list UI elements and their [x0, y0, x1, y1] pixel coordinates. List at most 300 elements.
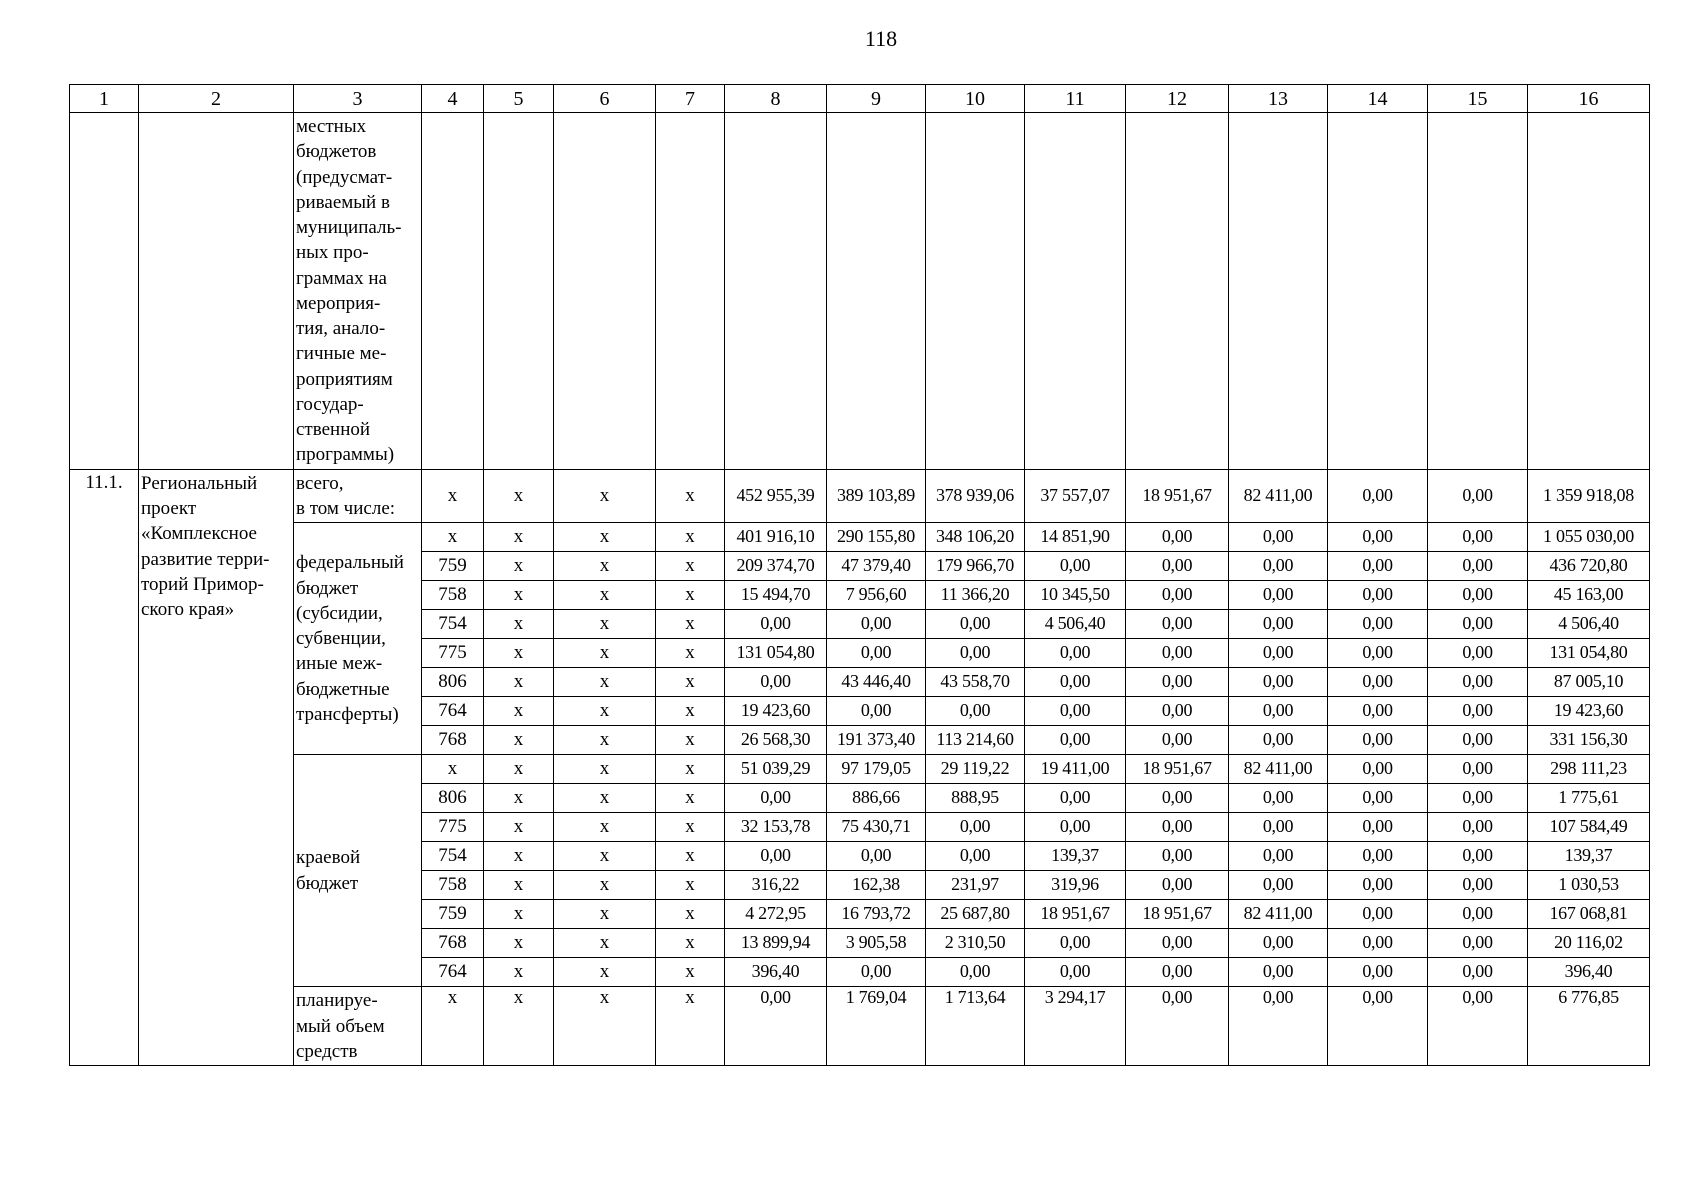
- data-cell: 0,00: [1328, 871, 1428, 900]
- header-cell: 10: [926, 85, 1025, 113]
- data-cell: 396,40: [725, 958, 827, 987]
- data-cell: 0,00: [1428, 610, 1528, 639]
- regional-label: [294, 755, 422, 987]
- label-line: ственной: [296, 419, 371, 441]
- data-cell: x: [656, 784, 725, 813]
- data-cell: 0,00: [1229, 726, 1328, 755]
- header-cell: 9: [827, 85, 926, 113]
- data-cell: x: [656, 871, 725, 900]
- data-cell: x: [484, 842, 554, 871]
- data-cell: 0,00: [1328, 726, 1428, 755]
- data-cell: 0,00: [725, 987, 827, 1066]
- data-cell: 97 179,05: [827, 755, 926, 784]
- data-cell: 0,00: [1328, 813, 1428, 842]
- empty-cell: [139, 113, 294, 470]
- label-line: проект: [141, 497, 197, 519]
- data-cell: 1 359 918,08: [1528, 469, 1650, 523]
- planned-row: [70, 987, 1650, 1066]
- data-cell: x: [484, 668, 554, 697]
- data-cell: 319,96: [1025, 871, 1126, 900]
- data-cell: 0,00: [1328, 668, 1428, 697]
- data-cell: 0,00: [1025, 784, 1126, 813]
- data-cell: 18 951,67: [1126, 469, 1229, 523]
- data-cell: 0,00: [1328, 958, 1428, 987]
- label-line: краевой: [296, 847, 361, 869]
- empty-cell: [1025, 113, 1126, 470]
- federal-row: [70, 523, 1650, 552]
- data-cell: 18 951,67: [1126, 755, 1229, 784]
- data-cell: 0,00: [1428, 726, 1528, 755]
- data-cell: 0,00: [1328, 697, 1428, 726]
- data-cell: 25 687,80: [926, 900, 1025, 929]
- data-cell: 0,00: [1126, 639, 1229, 668]
- empty-cell: [1528, 113, 1650, 470]
- data-cell: x: [484, 784, 554, 813]
- data-cell: x: [656, 552, 725, 581]
- data-cell: x: [656, 842, 725, 871]
- data-cell: 32 153,78: [725, 813, 827, 842]
- header-cell: 8: [725, 85, 827, 113]
- project-name: [139, 469, 294, 1065]
- data-cell: 331 156,30: [1528, 726, 1650, 755]
- data-cell: x: [656, 581, 725, 610]
- data-cell: 82 411,00: [1229, 900, 1328, 929]
- data-cell: x: [656, 697, 725, 726]
- empty-cell: [422, 113, 484, 470]
- data-cell: 764: [422, 697, 484, 726]
- data-cell: 15 494,70: [725, 581, 827, 610]
- data-cell: 806: [422, 668, 484, 697]
- data-cell: x: [656, 639, 725, 668]
- data-cell: 0,00: [1428, 697, 1528, 726]
- data-cell: x: [554, 726, 656, 755]
- data-cell: 19 423,60: [725, 697, 827, 726]
- data-cell: 0,00: [1126, 842, 1229, 871]
- data-cell: 0,00: [1126, 668, 1229, 697]
- data-cell: 0,00: [1428, 469, 1528, 523]
- data-cell: 298 111,23: [1528, 755, 1650, 784]
- data-cell: 0,00: [926, 842, 1025, 871]
- data-cell: 113 214,60: [926, 726, 1025, 755]
- data-cell: 10 345,50: [1025, 581, 1126, 610]
- data-cell: x: [554, 552, 656, 581]
- empty-cell: [70, 113, 139, 470]
- data-cell: 139,37: [1025, 842, 1126, 871]
- data-cell: x: [484, 958, 554, 987]
- data-cell: 759: [422, 552, 484, 581]
- data-cell: x: [554, 469, 656, 523]
- label-line: мероприя-: [296, 292, 381, 314]
- data-cell: 0,00: [1328, 987, 1428, 1066]
- data-cell: 0,00: [1428, 784, 1528, 813]
- data-cell: 51 039,29: [725, 755, 827, 784]
- data-cell: 20 116,02: [1528, 929, 1650, 958]
- data-cell: 19 411,00: [1025, 755, 1126, 784]
- data-cell: x: [484, 610, 554, 639]
- data-cell: 82 411,00: [1229, 755, 1328, 784]
- label-line: бюджетные: [296, 678, 390, 700]
- label-line: ского края»: [141, 599, 235, 621]
- data-cell: 16 793,72: [827, 900, 926, 929]
- data-cell: 26 568,30: [725, 726, 827, 755]
- data-cell: 4 506,40: [1025, 610, 1126, 639]
- data-cell: x: [554, 958, 656, 987]
- data-cell: 290 155,80: [827, 523, 926, 552]
- data-cell: x: [484, 469, 554, 523]
- data-cell: 18 951,67: [1126, 900, 1229, 929]
- page-number: 118: [864, 26, 898, 51]
- data-cell: 0,00: [1229, 523, 1328, 552]
- data-cell: 0,00: [1328, 581, 1428, 610]
- data-cell: 45 163,00: [1528, 581, 1650, 610]
- header-cell: 15: [1428, 85, 1528, 113]
- empty-cell: [1126, 113, 1229, 470]
- data-cell: x: [484, 552, 554, 581]
- label-line: федеральный: [296, 552, 404, 574]
- data-cell: 0,00: [1229, 552, 1328, 581]
- header-cell: 1: [70, 85, 139, 113]
- label-line: риваемый в: [296, 191, 390, 213]
- data-cell: x: [554, 813, 656, 842]
- data-cell: 0,00: [1229, 929, 1328, 958]
- data-cell: 0,00: [827, 610, 926, 639]
- data-cell: x: [656, 987, 725, 1066]
- data-cell: 0,00: [1126, 697, 1229, 726]
- data-cell: 18 951,67: [1025, 900, 1126, 929]
- data-cell: x: [554, 668, 656, 697]
- data-cell: 0,00: [1328, 639, 1428, 668]
- data-cell: 0,00: [725, 784, 827, 813]
- data-cell: 0,00: [1229, 581, 1328, 610]
- data-cell: 0,00: [725, 610, 827, 639]
- header-cell: 2: [139, 85, 294, 113]
- label-line: развитие терри-: [141, 548, 270, 570]
- data-cell: 14 851,90: [1025, 523, 1126, 552]
- data-cell: 75 430,71: [827, 813, 926, 842]
- data-cell: 0,00: [1126, 726, 1229, 755]
- data-cell: 452 955,39: [725, 469, 827, 523]
- label-line: бюджетов: [296, 141, 377, 163]
- data-cell: 0,00: [1328, 900, 1428, 929]
- total-label: [294, 469, 422, 523]
- data-cell: 0,00: [1229, 668, 1328, 697]
- data-cell: x: [656, 469, 725, 523]
- continuation-row: [70, 113, 1650, 470]
- data-cell: 1 769,04: [827, 987, 926, 1066]
- data-cell: 0,00: [926, 610, 1025, 639]
- label-line: (субсидии,: [296, 602, 383, 624]
- data-cell: x: [554, 784, 656, 813]
- label-line: мый объем: [296, 1015, 385, 1037]
- header-cell: 3: [294, 85, 422, 113]
- data-cell: 0,00: [827, 958, 926, 987]
- data-cell: 758: [422, 871, 484, 900]
- data-cell: x: [554, 755, 656, 784]
- header-cell: 7: [656, 85, 725, 113]
- data-cell: x: [656, 813, 725, 842]
- data-cell: x: [484, 987, 554, 1066]
- project-number: 11.1.: [70, 469, 139, 1065]
- data-cell: 1 713,64: [926, 987, 1025, 1066]
- data-cell: 0,00: [926, 958, 1025, 987]
- data-cell: 6 776,85: [1528, 987, 1650, 1066]
- data-cell: 3 294,17: [1025, 987, 1126, 1066]
- data-cell: x: [656, 523, 725, 552]
- data-cell: 43 558,70: [926, 668, 1025, 697]
- data-cell: x: [484, 697, 554, 726]
- data-cell: 0,00: [1126, 581, 1229, 610]
- data-cell: 0,00: [827, 842, 926, 871]
- data-cell: 754: [422, 842, 484, 871]
- data-cell: 764: [422, 958, 484, 987]
- data-cell: 401 916,10: [725, 523, 827, 552]
- label-line: Региональный: [141, 472, 258, 494]
- data-cell: 0,00: [1025, 726, 1126, 755]
- header-cell: 13: [1229, 85, 1328, 113]
- empty-cell: [484, 113, 554, 470]
- label-line: всего,: [296, 472, 344, 494]
- data-cell: 7 956,60: [827, 581, 926, 610]
- data-cell: 0,00: [1025, 813, 1126, 842]
- data-cell: x: [484, 755, 554, 784]
- data-cell: 0,00: [1428, 813, 1528, 842]
- data-cell: 2 310,50: [926, 929, 1025, 958]
- label-line: местных: [296, 116, 367, 137]
- data-cell: 0,00: [1428, 987, 1528, 1066]
- data-cell: 0,00: [1126, 929, 1229, 958]
- empty-cell: [656, 113, 725, 470]
- data-cell: 389 103,89: [827, 469, 926, 523]
- header-cell: 4: [422, 85, 484, 113]
- data-cell: 0,00: [1025, 639, 1126, 668]
- header-cell: 16: [1528, 85, 1650, 113]
- label-line: средств: [296, 1040, 358, 1062]
- data-cell: 0,00: [926, 813, 1025, 842]
- data-cell: 436 720,80: [1528, 552, 1650, 581]
- data-cell: 0,00: [1126, 523, 1229, 552]
- data-cell: x: [422, 523, 484, 552]
- data-cell: x: [554, 871, 656, 900]
- data-cell: x: [422, 755, 484, 784]
- data-cell: x: [656, 755, 725, 784]
- label-line: гичные ме-: [296, 343, 387, 365]
- data-cell: 87 005,10: [1528, 668, 1650, 697]
- data-cell: 888,95: [926, 784, 1025, 813]
- label-line: в том числе:: [296, 497, 396, 519]
- data-cell: 0,00: [1428, 900, 1528, 929]
- data-cell: 0,00: [926, 639, 1025, 668]
- data-cell: 1 775,61: [1528, 784, 1650, 813]
- data-cell: 0,00: [1328, 929, 1428, 958]
- label-line: программы): [296, 444, 395, 466]
- empty-cell: [554, 113, 656, 470]
- data-cell: x: [554, 581, 656, 610]
- data-cell: 775: [422, 813, 484, 842]
- data-cell: x: [484, 639, 554, 668]
- data-cell: x: [656, 726, 725, 755]
- data-cell: x: [554, 929, 656, 958]
- data-cell: 82 411,00: [1229, 469, 1328, 523]
- data-cell: 316,22: [725, 871, 827, 900]
- label-line: трансферты): [296, 703, 399, 725]
- data-cell: 0,00: [1428, 523, 1528, 552]
- data-cell: 348 106,20: [926, 523, 1025, 552]
- data-cell: 131 054,80: [1528, 639, 1650, 668]
- data-cell: 139,37: [1528, 842, 1650, 871]
- data-cell: 0,00: [1229, 871, 1328, 900]
- data-cell: 0,00: [1126, 784, 1229, 813]
- data-cell: x: [554, 523, 656, 552]
- data-cell: x: [656, 668, 725, 697]
- data-cell: 0,00: [1126, 813, 1229, 842]
- empty-cell: [926, 113, 1025, 470]
- data-cell: 0,00: [1328, 755, 1428, 784]
- label-line: граммах на: [296, 267, 387, 289]
- data-cell: 0,00: [1328, 523, 1428, 552]
- label-line: роприятиям: [296, 368, 393, 390]
- data-cell: 0,00: [1229, 639, 1328, 668]
- data-cell: 179 966,70: [926, 552, 1025, 581]
- data-cell: 4 272,95: [725, 900, 827, 929]
- federal-label: [294, 523, 422, 755]
- data-cell: 209 374,70: [725, 552, 827, 581]
- data-cell: x: [656, 929, 725, 958]
- data-cell: x: [554, 842, 656, 871]
- data-cell: 0,00: [1126, 552, 1229, 581]
- data-cell: 47 379,40: [827, 552, 926, 581]
- empty-cell: [1229, 113, 1328, 470]
- data-cell: x: [484, 929, 554, 958]
- data-cell: 0,00: [1328, 552, 1428, 581]
- label-line: торий Примор-: [141, 573, 264, 595]
- label-line: иные меж-: [296, 653, 383, 675]
- data-cell: 768: [422, 726, 484, 755]
- data-cell: 0,00: [1229, 958, 1328, 987]
- data-cell: 0,00: [827, 697, 926, 726]
- data-cell: 886,66: [827, 784, 926, 813]
- label-line: субвенции,: [296, 628, 386, 650]
- header-cell: 14: [1328, 85, 1428, 113]
- label-line: (предусмат-: [296, 166, 393, 188]
- budget-table: [69, 84, 1650, 1066]
- data-cell: 0,00: [1229, 610, 1328, 639]
- data-cell: x: [484, 900, 554, 929]
- empty-cell: [1428, 113, 1528, 470]
- data-cell: 37 557,07: [1025, 469, 1126, 523]
- data-cell: 0,00: [1025, 697, 1126, 726]
- data-cell: 0,00: [1328, 842, 1428, 871]
- regional-row: [70, 755, 1650, 784]
- data-cell: 162,38: [827, 871, 926, 900]
- data-cell: x: [656, 958, 725, 987]
- data-cell: 4 506,40: [1528, 610, 1650, 639]
- data-cell: x: [422, 987, 484, 1066]
- data-cell: 0,00: [1428, 668, 1528, 697]
- data-cell: 0,00: [1229, 784, 1328, 813]
- label-line: планируе-: [296, 990, 378, 1012]
- data-cell: 758: [422, 581, 484, 610]
- data-cell: 0,00: [1025, 929, 1126, 958]
- data-cell: 0,00: [1126, 987, 1229, 1066]
- data-cell: 0,00: [1126, 958, 1229, 987]
- header-cell: 12: [1126, 85, 1229, 113]
- data-cell: x: [656, 900, 725, 929]
- data-cell: 0,00: [725, 668, 827, 697]
- data-cell: 0,00: [1428, 639, 1528, 668]
- data-cell: 13 899,94: [725, 929, 827, 958]
- header-cell: 6: [554, 85, 656, 113]
- data-cell: 0,00: [1328, 784, 1428, 813]
- data-cell: 759: [422, 900, 484, 929]
- data-cell: 0,00: [1025, 552, 1126, 581]
- header-row: [70, 85, 1650, 113]
- data-cell: 754: [422, 610, 484, 639]
- empty-cell: [1328, 113, 1428, 470]
- data-cell: 107 584,49: [1528, 813, 1650, 842]
- data-cell: 396,40: [1528, 958, 1650, 987]
- data-cell: 29 119,22: [926, 755, 1025, 784]
- data-cell: 0,00: [1428, 958, 1528, 987]
- data-cell: 0,00: [1428, 929, 1528, 958]
- header-cell: 11: [1025, 85, 1126, 113]
- data-cell: 0,00: [725, 842, 827, 871]
- data-cell: 0,00: [1328, 469, 1428, 523]
- planned-label: [294, 987, 422, 1066]
- data-cell: x: [554, 697, 656, 726]
- data-cell: 0,00: [1428, 755, 1528, 784]
- data-cell: 378 939,06: [926, 469, 1025, 523]
- total-row: [70, 469, 1650, 523]
- data-cell: x: [554, 639, 656, 668]
- data-cell: 806: [422, 784, 484, 813]
- label-line: государ-: [296, 393, 364, 415]
- data-cell: 0,00: [827, 639, 926, 668]
- data-cell: x: [554, 900, 656, 929]
- data-cell: 0,00: [1229, 842, 1328, 871]
- data-cell: 0,00: [1126, 871, 1229, 900]
- data-cell: 1 030,53: [1528, 871, 1650, 900]
- data-cell: 11 366,20: [926, 581, 1025, 610]
- data-cell: 0,00: [1229, 697, 1328, 726]
- data-cell: 131 054,80: [725, 639, 827, 668]
- continuation-label: [294, 113, 422, 470]
- data-cell: 1 055 030,00: [1528, 523, 1650, 552]
- data-cell: x: [656, 610, 725, 639]
- data-cell: 19 423,60: [1528, 697, 1650, 726]
- header-cell: 5: [484, 85, 554, 113]
- data-cell: 0,00: [1025, 668, 1126, 697]
- data-cell: 3 905,58: [827, 929, 926, 958]
- data-cell: 0,00: [1229, 813, 1328, 842]
- data-cell: 167 068,81: [1528, 900, 1650, 929]
- label-line: муниципаль-: [296, 217, 402, 239]
- data-cell: x: [484, 871, 554, 900]
- data-cell: 0,00: [1328, 610, 1428, 639]
- data-cell: x: [484, 726, 554, 755]
- data-cell: 775: [422, 639, 484, 668]
- data-cell: x: [484, 813, 554, 842]
- data-cell: x: [422, 469, 484, 523]
- label-line: «Комплексное: [141, 523, 257, 545]
- data-cell: 0,00: [1428, 842, 1528, 871]
- data-cell: 43 446,40: [827, 668, 926, 697]
- data-cell: 0,00: [1025, 958, 1126, 987]
- data-cell: 0,00: [1428, 581, 1528, 610]
- data-cell: x: [554, 610, 656, 639]
- label-line: тия, анало-: [296, 318, 386, 340]
- data-cell: x: [554, 987, 656, 1066]
- data-cell: 0,00: [926, 697, 1025, 726]
